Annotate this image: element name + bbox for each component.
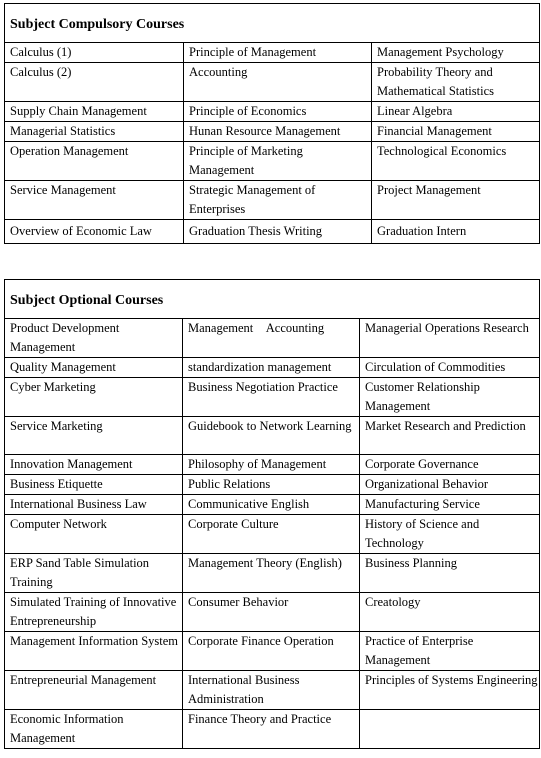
table-row <box>5 142 540 181</box>
table-cell: Principle of Economics <box>184 102 372 122</box>
optional-courses-table <box>4 279 540 749</box>
table-cell: Management Theory (English) <box>183 554 360 593</box>
table-row <box>5 319 540 358</box>
table-row <box>5 671 540 710</box>
table-cell: Financial Management <box>372 122 540 142</box>
table-cell: Customer Relationship Management <box>360 378 540 417</box>
table-cell: Guidebook to Network Learning <box>183 417 360 455</box>
table-cell: Communicative English <box>183 495 360 515</box>
table-cell: Hunan Resource Management <box>184 122 372 142</box>
table-cell: Entrepreneurial Management <box>5 671 183 710</box>
table-cell: Circulation of Commodities <box>360 358 540 378</box>
table-cell <box>360 710 540 749</box>
table-row <box>5 43 540 63</box>
table-cell: Strategic Management of Enterprises <box>184 181 372 220</box>
table-cell: Simulated Training of Innovative Entrepreneurship <box>5 593 183 632</box>
table-cell: Corporate Finance Operation <box>183 632 360 671</box>
table-cell: Cyber Marketing <box>5 378 183 417</box>
table-cell: Principle of Marketing Management <box>184 142 372 181</box>
table-cell: Corporate Culture <box>183 515 360 554</box>
table-row <box>5 358 540 378</box>
table-cell: Accounting <box>184 63 372 102</box>
table-cell: Technological Economics <box>372 142 540 181</box>
table-cell: Project Management <box>372 181 540 220</box>
table-cell: International Business Administration <box>183 671 360 710</box>
table-cell: Product Development Management <box>5 319 183 358</box>
table-cell: Philosophy of Management <box>183 455 360 475</box>
table-cell: Supply Chain Management <box>5 102 184 122</box>
table-cell: International Business Law <box>5 495 183 515</box>
table-cell: Management Psychology <box>372 43 540 63</box>
table-cell: Graduation Thesis Writing <box>184 220 372 244</box>
table-cell: Finance Theory and Practice <box>183 710 360 749</box>
table-cell: Linear Algebra <box>372 102 540 122</box>
table-row <box>5 63 540 102</box>
table-cell: Quality Management <box>5 358 183 378</box>
table-row <box>5 475 540 495</box>
compulsory-courses-title: Subject Compulsory Courses <box>5 4 540 43</box>
table-cell: Public Relations <box>183 475 360 495</box>
table-cell: Creatology <box>360 593 540 632</box>
table-row <box>5 632 540 671</box>
table-row <box>5 710 540 749</box>
table-row <box>5 593 540 632</box>
table-cell: Innovation Management <box>5 455 183 475</box>
table-cell: standardization management <box>183 358 360 378</box>
table-row <box>5 181 540 220</box>
table-cell: ERP Sand Table Simulation Training <box>5 554 183 593</box>
table-cell: Managerial Statistics <box>5 122 184 142</box>
table-cell: Operation Management <box>5 142 184 181</box>
table-cell: Business Etiquette <box>5 475 183 495</box>
table-cell: Business Negotiation Practice <box>183 378 360 417</box>
table-row <box>5 220 540 244</box>
table-row <box>5 515 540 554</box>
table-row <box>5 417 540 455</box>
table-cell: Practice of Enterprise Management <box>360 632 540 671</box>
table-cell: History of Science and Technology <box>360 515 540 554</box>
table-row <box>5 554 540 593</box>
table-cell: Economic Information Management <box>5 710 183 749</box>
table-cell: Calculus (2) <box>5 63 184 102</box>
table-cell: Service Marketing <box>5 417 183 455</box>
table-cell: Calculus (1) <box>5 43 184 63</box>
table-row <box>5 495 540 515</box>
table-cell: Probability Theory and Mathematical Statistics <box>372 63 540 102</box>
table-cell: Principle of Management <box>184 43 372 63</box>
table-cell: Consumer Behavior <box>183 593 360 632</box>
table-cell: Service Management <box>5 181 184 220</box>
compulsory-courses-table <box>4 3 540 244</box>
table-cell: Manufacturing Service <box>360 495 540 515</box>
table-title-row <box>5 4 540 43</box>
table-cell: Management Information System <box>5 632 183 671</box>
table-cell: Management Accounting <box>183 319 360 358</box>
table-cell: Managerial Operations Research <box>360 319 540 358</box>
table-title-row <box>5 280 540 319</box>
table-cell: Overview of Economic Law <box>5 220 184 244</box>
table-cell: Business Planning <box>360 554 540 593</box>
table-cell: Market Research and Prediction <box>360 417 540 455</box>
table-cell: Corporate Governance <box>360 455 540 475</box>
table-row <box>5 455 540 475</box>
table-row <box>5 102 540 122</box>
optional-courses-title: Subject Optional Courses <box>5 280 540 319</box>
table-cell: Graduation Intern <box>372 220 540 244</box>
table-cell: Computer Network <box>5 515 183 554</box>
table-row <box>5 122 540 142</box>
table-row <box>5 378 540 417</box>
table-cell: Organizational Behavior <box>360 475 540 495</box>
table-cell: Principles of Systems Engineering <box>360 671 540 710</box>
